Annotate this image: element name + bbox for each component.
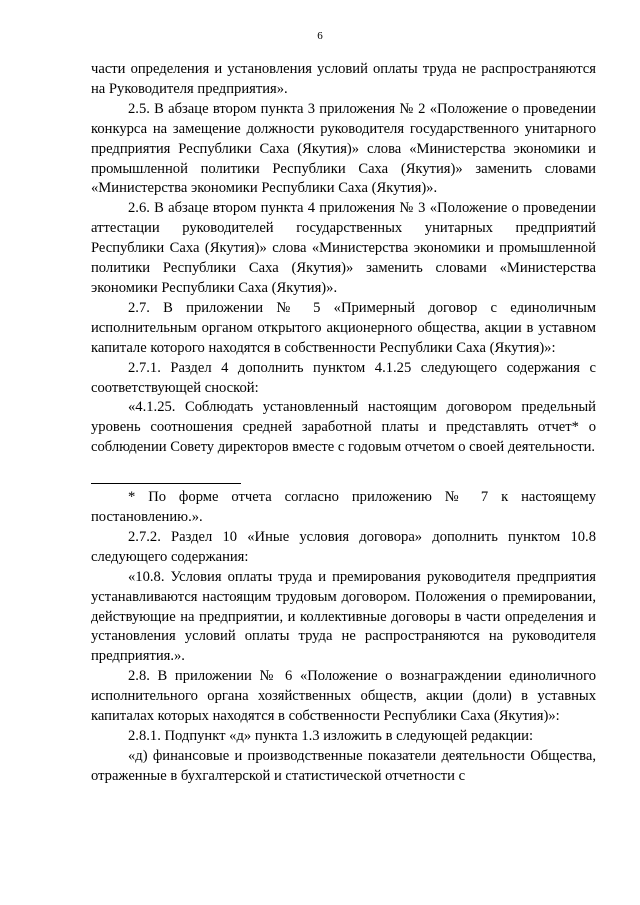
footnote-separator: [91, 483, 241, 484]
paragraph-2-7-2: 2.7.2. Раздел 10 «Иные условия договора» дополнить пунктом 10.8 следующего содержания:: [91, 528, 596, 565]
paragraph-2-6: 2.6. В абзаце втором пункта 4 приложения № 3 «Положение о проведении аттестации руководителей государственных унитарных предприятий Республики Саха (Якутия)» слова «Министерства экономики и промышленной политики Республики Саха (Якутия)» заменить словами «Министерства экономики Республики Саха (Якутия)».: [91, 200, 596, 296]
paragraph-4-1-25: «4.1.25. Соблюдать установленный настоящим договором предельный уровень соотношения средней заработной платы и представлять отчет* о соблюдении Совету директоров вместе с годовым отчетом о своей деятельности.: [91, 399, 596, 456]
paragraph-continuation: части определения и установления условий оплаты труда не распространяются на Руководителя предприятия».: [91, 61, 596, 97]
document-body: [91, 60, 596, 787]
paragraph-2-5: 2.5. В абзаце втором пункта 3 приложения № 2 «Положение о проведении конкурса на замещение должности руководителя государственного унитарного предприятия Республики Саха (Якутия)» слова «Министерства экономики и промышленной политики Республики Саха (Якутия)» заменить словами «Министерства экономики Республики Саха (Якутия)».: [91, 100, 596, 197]
paragraph-10-8: «10.8. Условия оплаты труда и премирования руководителя предприятия устанавливаются настоящим трудовым договором. Положения о премировании, действующие на предприятии, и коллективные договоры в части определения и установления условий оплаты труда не распространяются на руководителя предприятия.».: [91, 568, 596, 665]
paragraph-2-7: 2.7. В приложении № 5 «Примерный договор с единоличным исполнительным органом открытого акционерного общества, акции в уставном капитале которого находятся в собственности Республики Саха (Якутия)»:: [91, 299, 596, 356]
paragraph-2-7-1: 2.7.1. Раздел 4 дополнить пунктом 4.1.25 следующего содержания с соответствующей сноской:: [91, 359, 596, 396]
paragraph-subitem-d: «д) финансовые и производственные показатели деятельности Общества, отраженные в бухгалтерской и статистической отчетности с: [91, 747, 596, 784]
paragraph-2-8-1: 2.8.1. Подпункт «д» пункта 1.3 изложить в следующей редакции:: [128, 728, 534, 744]
footnote: * По форме отчета согласно приложению № 7 к настоящему постановлению.».: [91, 489, 596, 526]
paragraph-2-8: 2.8. В приложении № 6 «Положение о вознаграждении единоличного исполнительного органа хозяйственных обществ, акции (доли) в уставных капиталах которых находятся в собственности Республики Саха (Якутия)»:: [91, 668, 596, 725]
page-number: 6: [317, 30, 323, 42]
